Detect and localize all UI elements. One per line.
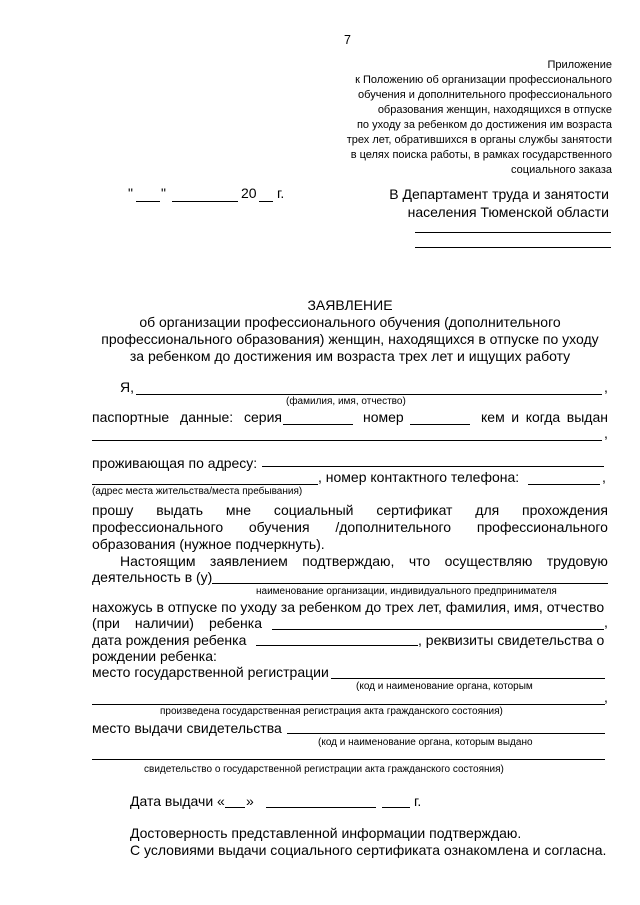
document-title: ЗАЯВЛЕНИЕ — [307, 297, 393, 313]
issue-date-close: » — [246, 793, 254, 809]
birth-cert-label: рождении ребенка: — [92, 648, 217, 664]
request-word: выдать — [156, 502, 204, 518]
request-word: для — [475, 502, 500, 518]
title-line: об организации профессионального обучения (дополнительного — [139, 314, 561, 330]
address-field-2[interactable] — [92, 484, 318, 485]
leave-line: нахожусь в отпуске по уходу за ребенком до трех лет, фамилия, имя, отчество — [92, 599, 605, 615]
appendix-line: социального заказа — [511, 164, 612, 176]
confirm-line-1 — [120, 553, 608, 569]
passport-label — [92, 409, 282, 425]
addressee-line2: населения Тюменской области — [407, 204, 609, 220]
document-subtitle — [0, 314, 640, 365]
issue-place-field-2[interactable] — [92, 759, 605, 760]
title-line: профессионального образования) женщин, находящихся в отпуске по уходу — [101, 331, 599, 347]
issue-place-label: место выдачи свидетельства — [92, 720, 282, 736]
appendix-line: трех лет, обратившихся в органы службы занятости — [346, 134, 612, 146]
issued-word: кем — [481, 409, 505, 425]
child-word: наличии) — [134, 615, 194, 631]
date-quote-close: " — [161, 185, 166, 201]
reg-hint-2: произведена государственная регистрация акта гражданского состояния) — [160, 706, 503, 717]
request-word: профессионального — [476, 519, 608, 535]
request-word: мне — [225, 502, 252, 518]
issue-date-suffix: г. — [414, 793, 422, 809]
number-label: номер — [363, 409, 404, 425]
birth-date-field[interactable] — [256, 645, 418, 646]
requisites-label: , реквизиты свидетельства о — [418, 632, 605, 648]
comma-3: , — [602, 469, 606, 485]
request-word: прошу — [92, 502, 134, 518]
passport-word: серия — [244, 409, 282, 425]
issued-by-field[interactable] — [92, 440, 602, 441]
reg-place-field-1[interactable] — [331, 678, 605, 679]
request-word: прохождения — [522, 502, 608, 518]
issued-word: и — [511, 409, 520, 425]
confirm-word: заявлением — [209, 553, 288, 569]
request-word: обучения — [248, 519, 310, 535]
appendix-line: по уходу за ребенком до достижения им возраста — [356, 119, 612, 131]
reg-hint-1: (код и наименование органа, которым — [356, 681, 533, 692]
appendix-line: обучения и дополнительного профессионального — [358, 89, 612, 101]
reliability-statement: Достоверность представленной информации подтверждаю. — [130, 825, 522, 841]
passport-word: паспортные — [92, 409, 170, 425]
organization-field[interactable] — [212, 583, 608, 584]
confirm-word: что — [408, 553, 431, 569]
conditions-statement: С условиями выдачи социального сертификата ознакомлена и согласна. — [130, 842, 607, 858]
issued-word: когда — [525, 409, 561, 425]
request-line-1 — [92, 502, 608, 518]
request-word: социальный — [273, 502, 354, 518]
comma-5: , — [604, 689, 608, 705]
i-label: Я, — [120, 379, 134, 395]
title-line: за ребенком до достижения им возраста трех лет и ищущих работу — [129, 348, 571, 364]
reg-place-label: место государственной регистрации — [92, 664, 329, 680]
comma-2: , — [604, 425, 608, 441]
phone-field[interactable] — [528, 484, 600, 485]
fio-field[interactable] — [136, 394, 602, 395]
appendix-line: Приложение — [547, 59, 612, 71]
date-quote-open: " — [128, 185, 133, 201]
child-name-field[interactable] — [272, 629, 604, 630]
appendix-line: образования женщин, находящихся в отпуске — [377, 104, 612, 116]
appendix-line: к Положению об организации профессионального — [355, 74, 612, 86]
passport-word: данные: — [180, 409, 234, 425]
address-label: проживающая по адресу: — [92, 455, 258, 471]
address-hint: (адрес места жительства/места пребывания) — [92, 486, 303, 497]
issue-hint-2: свидетельство о государственной регистрации акта гражданского состояния) — [144, 764, 504, 775]
addressee-blank-1[interactable] — [415, 232, 611, 233]
organization-hint: наименование организации, индивидуального предпринимателя — [256, 586, 557, 597]
issue-month-field[interactable] — [266, 807, 376, 808]
issue-day-field[interactable] — [225, 807, 245, 808]
request-word: профессионального — [92, 519, 224, 535]
birth-date-label: дата рождения ребенка — [92, 632, 247, 648]
confirm-word: подтверждаю, — [302, 553, 395, 569]
passport-series-field[interactable] — [283, 424, 353, 425]
issue-hint-1: (код и наименование органа, которым выдано — [318, 737, 533, 748]
date-year-suffix: г. — [277, 185, 285, 201]
child-label — [92, 615, 262, 631]
page-number: 7 — [344, 33, 351, 47]
issue-place-field-1[interactable] — [287, 733, 605, 734]
child-word: (при — [92, 615, 120, 631]
addressee-line1: В Департамент труда и занятости — [389, 186, 609, 202]
request-line-3: образования (нужное подчеркнуть). — [92, 536, 325, 552]
reg-place-field-2[interactable] — [92, 704, 605, 705]
activity-label: деятельность в (у) — [92, 569, 213, 585]
issue-year-field[interactable] — [382, 807, 410, 808]
confirm-word: трудовую — [546, 553, 608, 569]
passport-number-field[interactable] — [410, 424, 470, 425]
fio-hint: (фамилия, имя, отчество) — [286, 396, 406, 407]
addressee-blank-2[interactable] — [415, 247, 611, 248]
confirm-word: осуществляю — [444, 553, 533, 569]
request-word: сертификат — [376, 502, 453, 518]
date-field[interactable] — [128, 185, 293, 203]
address-field-1[interactable] — [262, 466, 604, 467]
appendix-block — [347, 58, 612, 178]
comma-1: , — [604, 379, 608, 395]
issue-date-label: Дата выдачи « — [130, 793, 225, 809]
issued-label — [481, 409, 608, 425]
request-line-2 — [92, 519, 608, 535]
confirm-word: Настоящим — [120, 553, 196, 569]
child-word: ребенка — [208, 615, 262, 631]
appendix-line: в целях поиска работы, в рамках государственного — [350, 149, 612, 161]
addressee — [389, 185, 609, 221]
date-year-prefix: 20 — [241, 185, 257, 201]
issued-word: выдан — [566, 409, 608, 425]
phone-label: , номер контактного телефона: — [318, 469, 520, 485]
request-word: /дополнительного — [335, 519, 452, 535]
comma-4: , — [604, 614, 608, 630]
